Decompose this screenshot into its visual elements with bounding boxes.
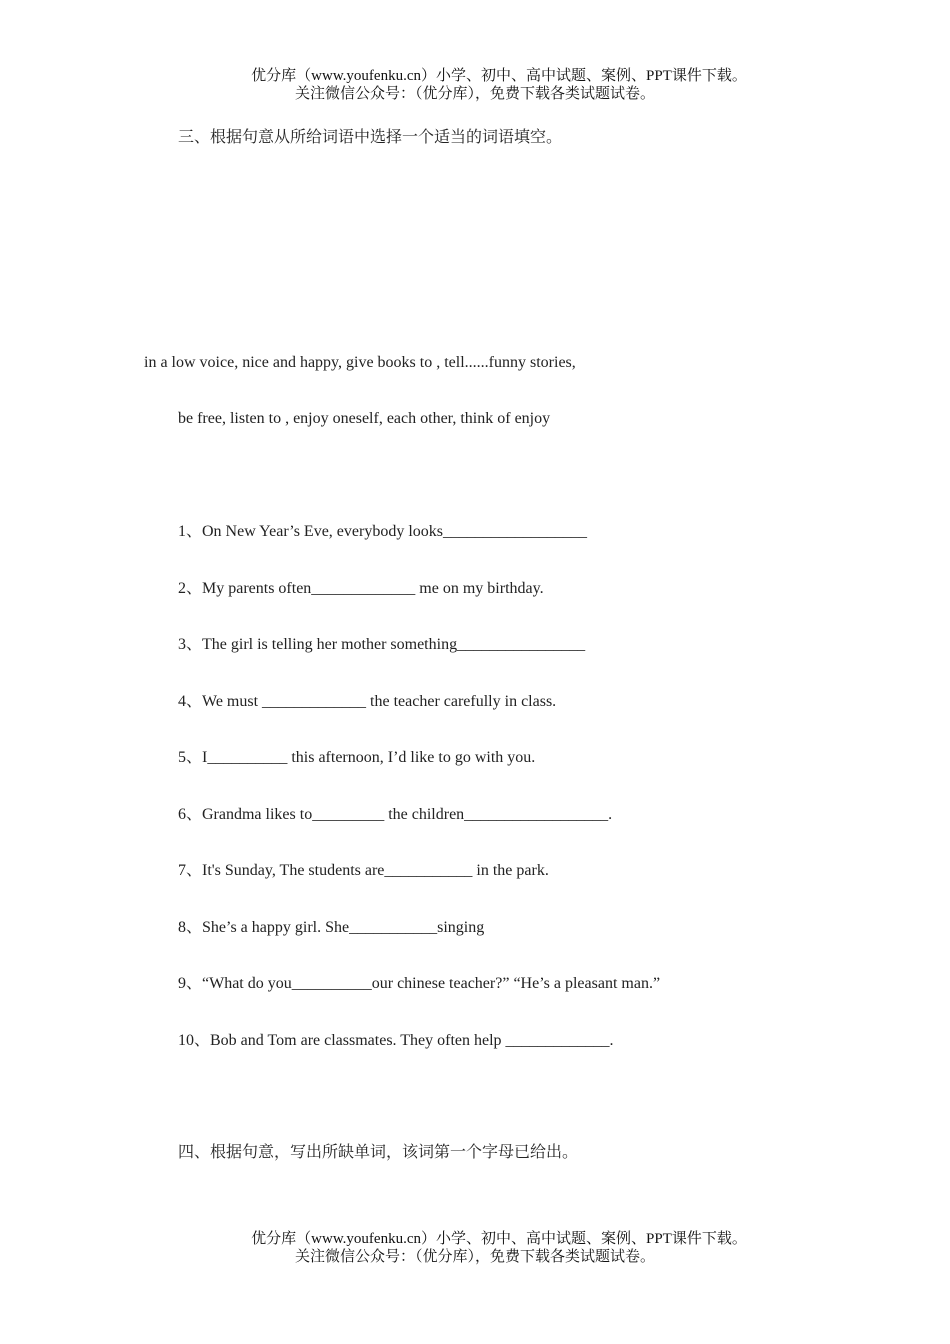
question-10: 10、Bob and Tom are classmates. They often help _____________. [178,1032,614,1049]
section-4-title: 四、根据句意，写出所缺单词，该词第一个字母已给出。 [178,1144,579,1161]
word-bank-line-1: in a low voice, nice and happy, give books to , tell......funny stories, [144,354,576,371]
page-header [0,67,950,103]
header-line-2: 关注微信公众号：（优分库），免费下载各类试题试卷。 [294,86,655,102]
header-line-1: 优分库（www.youfenku.cn）小学、初中、高中试题、案例、PPT课件下载。 [251,68,747,84]
page-footer [0,1230,950,1266]
question-8: 8、She’s a happy girl. She___________singing [178,919,485,936]
question-9: 9、“What do you__________our chinese teacher?” “He’s a pleasant man.” [178,975,661,992]
footer-line-1: 优分库（www.youfenku.cn）小学、初中、高中试题、案例、PPT课件下载。 [251,1231,747,1247]
word-bank-line-2: be free, listen to , enjoy oneself, each other, think of enjoy [178,410,551,427]
question-6: 6、Grandma likes to_________ the children__________________. [178,806,613,823]
question-5: 5、I__________ this afternoon, I’d like to go with you. [178,749,536,766]
question-7: 7、It's Sunday, The students are___________ in the park. [178,862,549,879]
section-3-title: 三、根据句意从所给词语中选择一个适当的词语填空。 [178,129,563,146]
question-4: 4、We must _____________ the teacher carefully in class. [178,693,557,710]
question-2: 2、My parents often_____________ me on my birthday. [178,580,544,597]
footer-line-2: 关注微信公众号：（优分库），免费下载各类试题试卷。 [294,1249,655,1265]
question-1: 1、On New Year’s Eve, everybody looks__________________ [178,523,588,540]
question-3: 3、The girl is telling her mother something________________ [178,636,586,653]
